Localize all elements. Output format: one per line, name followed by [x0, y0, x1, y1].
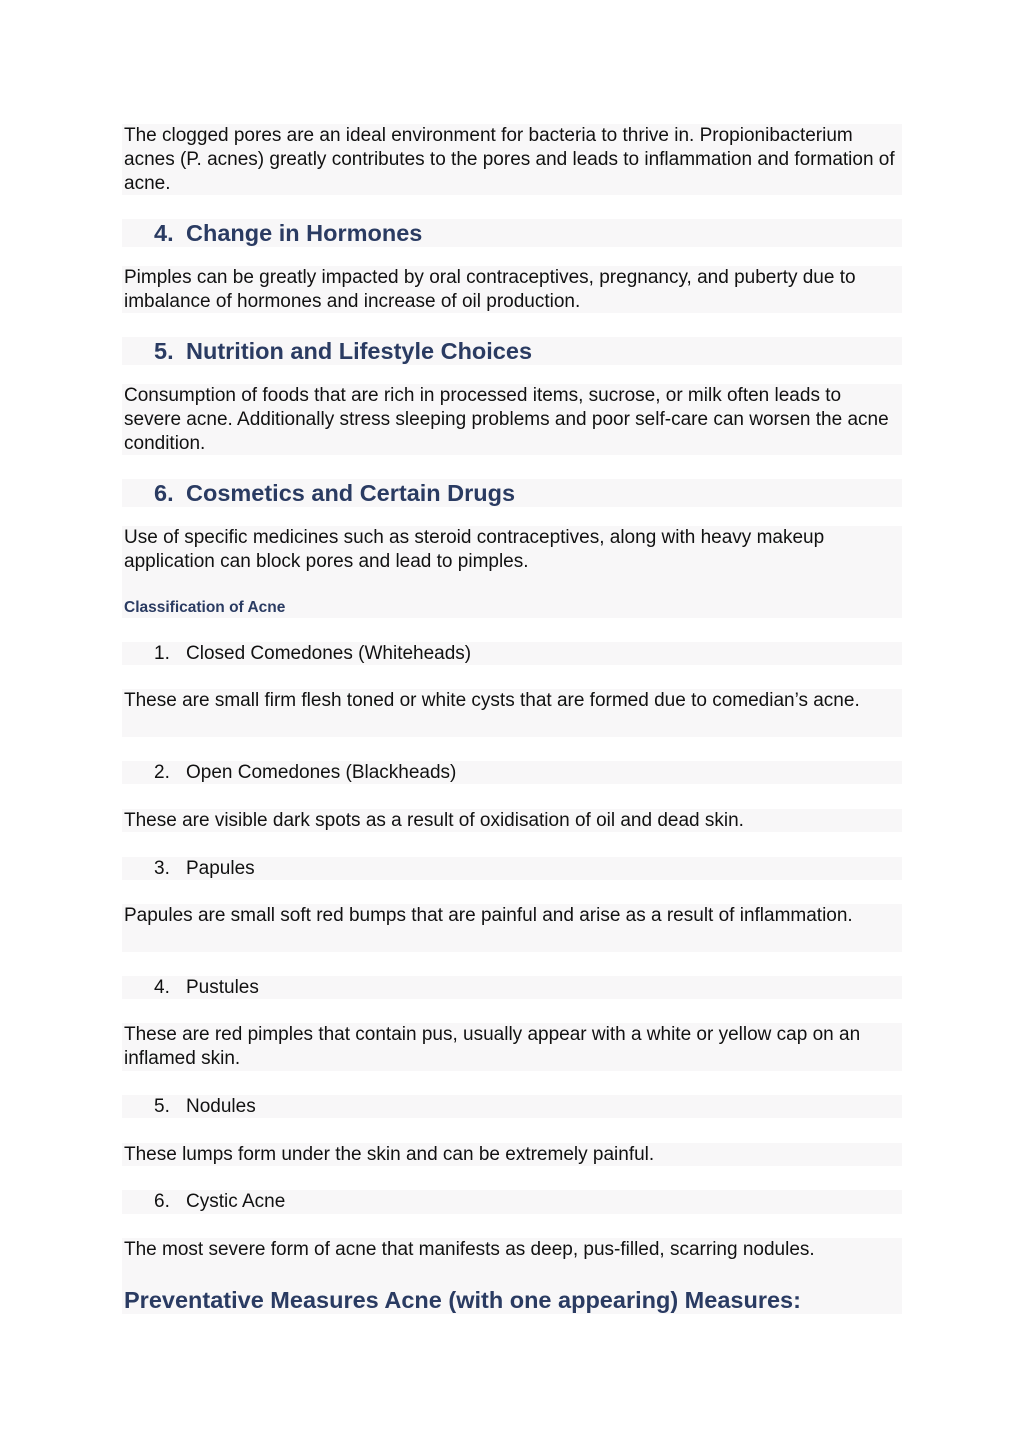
heading-number: 6.	[154, 480, 174, 506]
list-item-number: 6.	[154, 1191, 170, 1212]
list-item-label: Pustules	[186, 977, 259, 998]
list-item-number: 5.	[154, 1096, 170, 1117]
paragraph-cosmetics: Use of specific medicines such as steroid contraceptives, along with heavy makeup application can block pores and lead to pimples.	[122, 526, 902, 574]
list-item-description: These are red pimples that contain pus, usually appear with a white or yellow cap on an inflamed skin.	[122, 1023, 902, 1071]
heading-cosmetics-drugs	[122, 479, 902, 507]
list-item-description: These are visible dark spots as a result of oxidisation of oil and dead skin.	[122, 809, 902, 832]
list-item-label: Cystic Acne	[186, 1191, 286, 1212]
heading-preventative-measures: Preventative Measures Acne (with one appearing) Measures:	[122, 1262, 902, 1314]
list-item-number: 4.	[154, 977, 170, 998]
heading-title: Cosmetics and Certain Drugs	[186, 480, 516, 506]
list-item-label: Nodules	[186, 1096, 256, 1117]
heading-number: 5.	[154, 338, 174, 364]
heading-number: 4.	[154, 220, 174, 246]
heading-title: Change in Hormones	[186, 220, 423, 246]
subheading-classification: Classification of Acne	[122, 574, 902, 618]
list-item-number: 3.	[154, 858, 170, 879]
list-item	[122, 857, 902, 880]
list-item-label: Papules	[186, 858, 255, 879]
list-item	[122, 1095, 902, 1118]
list-item	[122, 1190, 902, 1214]
list-item-description: These lumps form under the skin and can be extremely painful.	[122, 1143, 902, 1166]
list-item	[122, 642, 902, 665]
paragraph-nutrition: Consumption of foods that are rich in processed items, sucrose, or milk often leads to severe acne. Additionally stress sleeping problems and poor self-care can worsen the acne condition.	[122, 384, 902, 455]
list-item-number: 2.	[154, 762, 170, 783]
heading-change-in-hormones	[122, 219, 902, 247]
list-item	[122, 761, 902, 784]
list-item-description: These are small firm flesh toned or white cysts that are formed due to comedian’s acne.	[122, 689, 902, 737]
paragraph-bacteria: The clogged pores are an ideal environment for bacteria to thrive in. Propionibacterium acnes (P. acnes) greatly contributes to the pores and leads to inflammation and formation of acne.	[122, 124, 902, 195]
list-item	[122, 976, 902, 999]
list-item-number: 1.	[154, 643, 170, 664]
heading-nutrition-lifestyle	[122, 337, 902, 365]
list-item-description: Papules are small soft red bumps that are painful and arise as a result of inflammation.	[122, 904, 902, 952]
paragraph-hormones: Pimples can be greatly impacted by oral contraceptives, pregnancy, and puberty due to imbalance of hormones and increase of oil production.	[122, 266, 902, 313]
list-item-label: Closed Comedones (Whiteheads)	[186, 643, 472, 664]
list-item-label: Open Comedones (Blackheads)	[186, 762, 457, 783]
list-item-description: The most severe form of acne that manifests as deep, pus-filled, scarring nodules.	[122, 1238, 902, 1262]
heading-title: Nutrition and Lifestyle Choices	[186, 338, 533, 364]
